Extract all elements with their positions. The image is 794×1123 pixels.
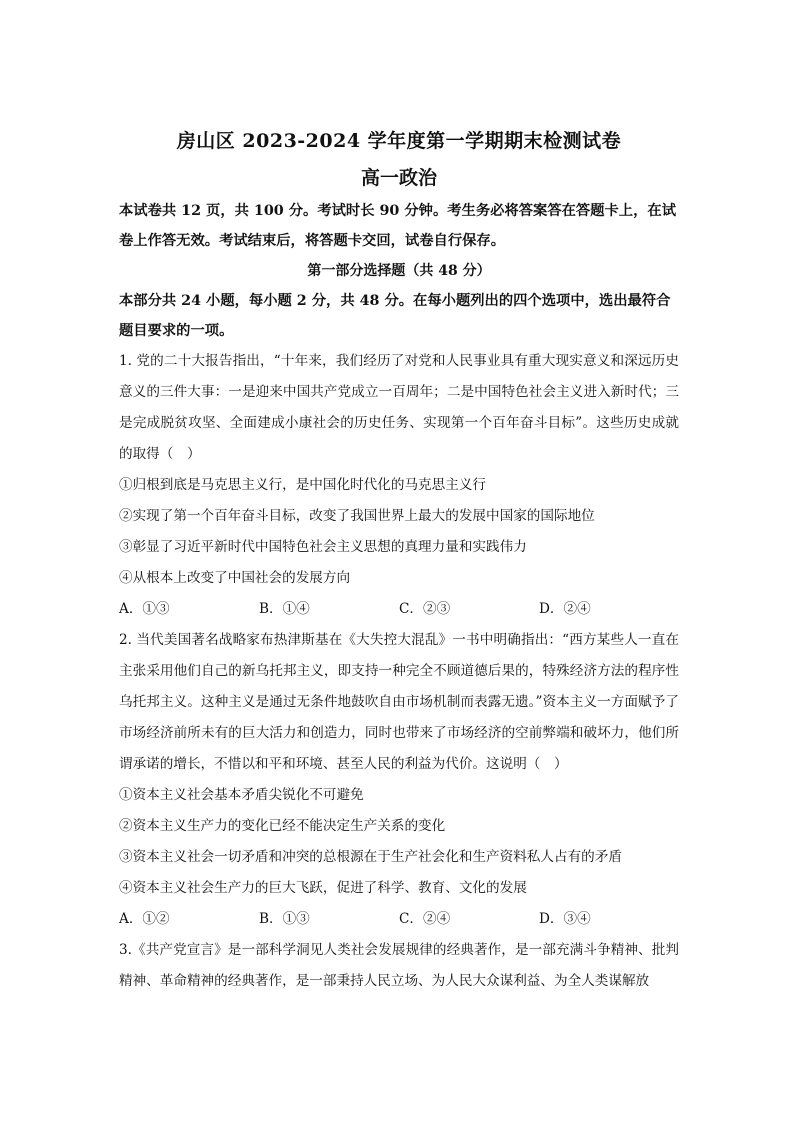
answer-choices <box>119 594 679 625</box>
choice-b: B．①③ <box>259 911 310 927</box>
section-description: 本部分共 24 小题，每小题 2 分，共 48 分。在每小题列出的四个选项中，选出最符合题目要求的一项。 <box>119 293 671 339</box>
question-stem: 3.《共产党宣言》是一部科学洞见人类社会发展规律的经典著作，是一部充满斗争精神、批判精神、革命精神的经典著作，是一部秉持人民立场、为人民大众谋利益、为全人类谋解放 <box>119 942 679 989</box>
exam-notice: 本试卷共 12 页，共 100 分。考试时长 90 分钟。考生务必将答案答在答题卡上，在试卷上作答无效。考试结束后，将答题卡交回，试卷自行保存。 <box>119 203 676 249</box>
statement-option: ③彰显了习近平新时代中国特色社会主义思想的真理力量和实践伟力 <box>119 539 527 555</box>
choice-c: C．②④ <box>399 911 451 927</box>
question-1 <box>119 346 679 625</box>
statement-option: ④资本主义社会生产力的巨大飞跃，促进了科学、教育、文化的发展 <box>119 880 527 896</box>
statement-option: ①资本主义社会基本矛盾尖锐化不可避免 <box>119 787 364 803</box>
question-stem: 2. 当代美国著名战略家布热津斯基在《大失控大混乱》一书中明确指出：“西方某些人一直在主张采用他们自己的新乌托邦主义，即支持一种完全不顾道德后果的，特殊经济方法的程序性乌托邦主义。这种主义是通过无条件地鼓吹自由市场机制而表露无遗。”资本主义一方面赋予了市场经济前所未有的巨大活力和创造力，同时也带来了市场经济的空前弊端和破坏力，他们所谓承诺的增长，不惜以和平和环境、甚至人民的利益为代价。这说明（ ） <box>119 632 679 772</box>
exam-subject: 高一政治 <box>360 167 437 189</box>
statement-option: ②资本主义生产力的变化已经不能决定生产关系的变化 <box>119 818 446 834</box>
exam-title: 房山区 2023-2024 学年度第一学期期末检测试卷 <box>176 130 622 152</box>
exam-page <box>119 122 679 997</box>
statement-option: ③资本主义社会一切矛盾和冲突的总根源在于生产社会化和生产资料私人占有的矛盾 <box>119 849 622 865</box>
choice-d: D．③④ <box>539 911 591 927</box>
statement-option: ②实现了第一个百年奋斗目标，改变了我国世界上最大的发展中国家的国际地位 <box>119 508 595 524</box>
question-2 <box>119 625 679 935</box>
choice-c: C．②③ <box>399 601 451 617</box>
choice-b: B．①④ <box>259 601 310 617</box>
question-stem: 1. 党的二十大报告指出，“十年来，我们经历了对党和人民事业具有重大现实意义和深远历史意义的三件大事：一是迎来中国共产党成立一百周年；二是中国特色社会主义进入新时代；三是完成脱贫攻坚、全面建成小康社会的历史任务、实现第一个百年奋斗目标”。这些历史成就的取得（ ） <box>119 353 679 462</box>
choice-a: A．①③ <box>119 601 170 617</box>
section-title: 第一部分选择题（共 48 分） <box>307 263 491 279</box>
answer-choices <box>119 904 679 935</box>
choice-d: D．②④ <box>539 601 591 617</box>
statement-option: ①归根到底是马克思主义行，是中国化时代化的马克思主义行 <box>119 477 487 493</box>
question-3 <box>119 935 679 997</box>
statement-option: ④从根本上改变了中国社会的发展方向 <box>119 570 351 586</box>
choice-a: A．①② <box>119 911 170 927</box>
